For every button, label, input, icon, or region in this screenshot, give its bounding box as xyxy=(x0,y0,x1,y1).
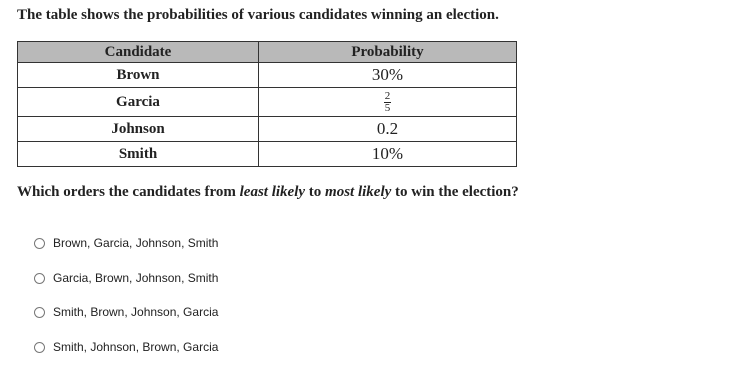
fraction-numerator: 2 xyxy=(384,89,391,102)
probability-cell xyxy=(259,88,517,117)
question-text xyxy=(17,184,519,201)
answer-option-3[interactable] xyxy=(34,305,218,319)
option-label: Smith, Johnson, Brown, Garcia xyxy=(53,340,219,354)
probability-cell: 0.2 xyxy=(259,117,517,142)
probability-cell: 30% xyxy=(259,63,517,88)
header-candidate: Candidate xyxy=(18,42,259,63)
answer-option-1[interactable] xyxy=(34,236,218,250)
fraction-denominator: 5 xyxy=(384,101,391,114)
candidate-cell: Smith xyxy=(18,142,259,167)
fraction xyxy=(384,91,392,114)
radio-button[interactable] xyxy=(34,342,45,353)
candidate-cell: Johnson xyxy=(18,117,259,142)
table-row xyxy=(18,88,517,117)
radio-button[interactable] xyxy=(34,307,45,318)
header-probability: Probability xyxy=(259,42,517,63)
option-label: Garcia, Brown, Johnson, Smith xyxy=(53,271,219,285)
table-header-row xyxy=(18,42,517,63)
option-label: Smith, Brown, Johnson, Garcia xyxy=(53,305,219,319)
radio-button[interactable] xyxy=(34,273,45,284)
answer-option-2[interactable] xyxy=(34,271,218,285)
table-row xyxy=(18,117,517,142)
answer-option-4[interactable] xyxy=(34,340,218,354)
probability-table xyxy=(17,41,517,167)
radio-button[interactable] xyxy=(34,238,45,249)
table-row xyxy=(18,63,517,88)
probability-cell: 10% xyxy=(259,142,517,167)
candidate-cell: Garcia xyxy=(18,88,259,117)
intro-text: The table shows the probabilities of various candidates winning an election. xyxy=(17,7,499,23)
question-suffix: to win the election? xyxy=(391,184,519,200)
candidate-cell: Brown xyxy=(18,63,259,88)
question-middle: to xyxy=(305,184,326,200)
question-term-least: least likely xyxy=(239,184,306,200)
table-row xyxy=(18,142,517,167)
question-term-most: most likely xyxy=(325,184,392,200)
question-prefix: Which orders the candidates from xyxy=(17,184,240,200)
option-label: Brown, Garcia, Johnson, Smith xyxy=(53,236,219,250)
